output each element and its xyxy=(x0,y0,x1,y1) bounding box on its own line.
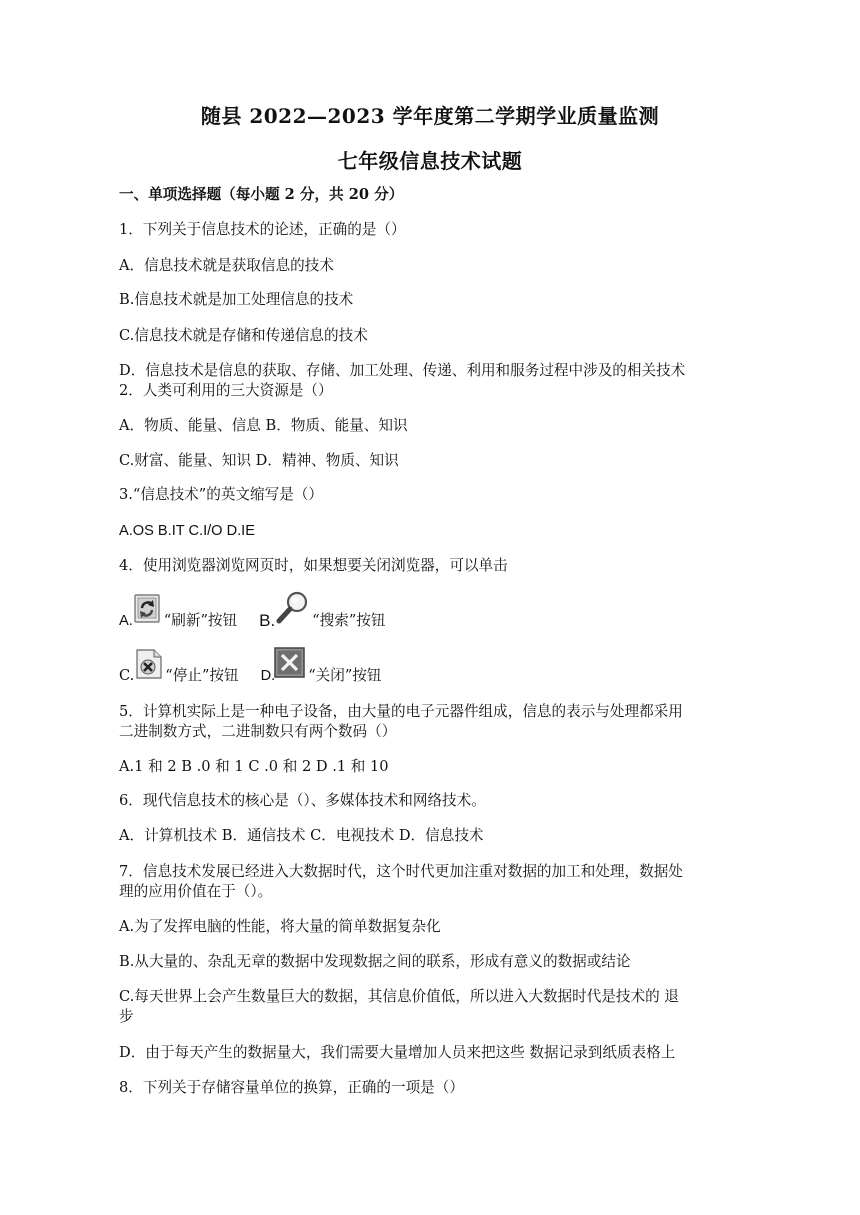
question-5-stem-line1: 5．计算机实际上是一种电子设备，由大量的电子元器件组成，信息的表示与处理都采用 xyxy=(119,703,683,720)
search-icon xyxy=(276,590,310,628)
exam-title: 随县 2022—2023 学年度第二学期学业质量监测 xyxy=(200,104,660,128)
option-c-letter: C. xyxy=(119,667,135,684)
option-c-label: “停止”按钮 xyxy=(165,667,239,684)
question-7-option-c-line1: C.每天世界上会产生数量巨大的数据，其信息价值低，所以进入大数据时代是技术的 退 xyxy=(119,988,679,1005)
question-8-stem: 8．下列关于存储容量单位的换算，正确的一项是（） xyxy=(119,1079,464,1096)
section-heading: 一、单项选择题（每小题 2 分，共 20 分） xyxy=(119,186,404,203)
option-a-letter: A. xyxy=(119,613,133,629)
question-5-options: A.1 和 2 B .0 和 1 C .0 和 2 D .1 和 10 xyxy=(119,758,389,775)
question-7-option-c-line2: 步 xyxy=(119,1008,134,1025)
question-1-option-b: B.信息技术就是加工处理信息的技术 xyxy=(119,291,354,308)
question-4-option-c xyxy=(119,649,239,685)
question-7-stem-line1: 7．信息技术发展已经进入大数据时代，这个时代更加注重对数据的加工和处理，数据处 xyxy=(119,863,683,880)
question-4-options-ab xyxy=(119,590,407,630)
question-4-option-a xyxy=(119,594,237,630)
question-2-options-cd: C.财富、能量、知识 D．精神、物质、知识 xyxy=(119,452,399,469)
question-1-option-c: C.信息技术就是存储和传递信息的技术 xyxy=(119,327,368,344)
question-7-option-b: B.从大量的、杂乱无章的数据中发现数据之间的联系，形成有意义的数据或结论 xyxy=(119,953,631,970)
question-4-option-d xyxy=(261,647,382,685)
stop-icon xyxy=(135,649,163,683)
refresh-icon xyxy=(134,594,162,628)
question-1-option-d: D．信息技术是信息的获取、存储、加工处理、传递、利用和服务过程中涉及的相关技术 xyxy=(119,362,686,379)
question-1-stem: 1．下列关于信息技术的论述，正确的是（） xyxy=(119,221,406,238)
option-d-label: “关闭”按钮 xyxy=(308,667,382,684)
question-7-option-d: D．由于每天产生的数据量大，我们需要大量增加人员来把这些 数据记录到纸质表格上 xyxy=(119,1044,676,1061)
option-b-letter: B. xyxy=(259,611,276,630)
question-4-stem: 4．使用浏览器浏览网页时，如果想要关闭浏览器，可以单击 xyxy=(119,557,508,574)
close-icon xyxy=(274,647,306,683)
option-d-letter: D. xyxy=(260,668,276,684)
question-6-options: A．计算机技术 B．通信技术 C．电视技术 D．信息技术 xyxy=(119,827,484,844)
question-3-options: A.OS B.IT C.I/O D.IE xyxy=(119,523,255,539)
question-7-option-a: A.为了发挥电脑的性能，将大量的简单数据复杂化 xyxy=(119,918,441,935)
option-a-label: “刷新”按钮 xyxy=(163,612,238,629)
question-3-stem: 3.“信息技术”的英文缩写是（） xyxy=(119,486,323,503)
option-b-label: “搜索”按钮 xyxy=(312,612,386,629)
question-5-stem-line2: 二进制数方式，二进制数只有两个数码（） xyxy=(119,723,397,740)
question-1-option-a: A．信息技术就是获取信息的技术 xyxy=(119,257,334,274)
question-2-options-ab: A．物质、能量、信息 B．物质、能量、知识 xyxy=(119,417,408,434)
question-4-option-b xyxy=(259,590,385,630)
question-6-stem: 6．现代信息技术的核心是（）、多媒体技术和网络技术。 xyxy=(119,792,486,809)
question-4-options-cd xyxy=(119,645,404,685)
exam-subtitle: 七年级信息技术试题 xyxy=(337,149,523,173)
question-2-stem: 2．人类可利用的三大资源是（） xyxy=(119,382,333,399)
question-7-stem-line2: 理的应用价值在于（）。 xyxy=(119,883,273,900)
